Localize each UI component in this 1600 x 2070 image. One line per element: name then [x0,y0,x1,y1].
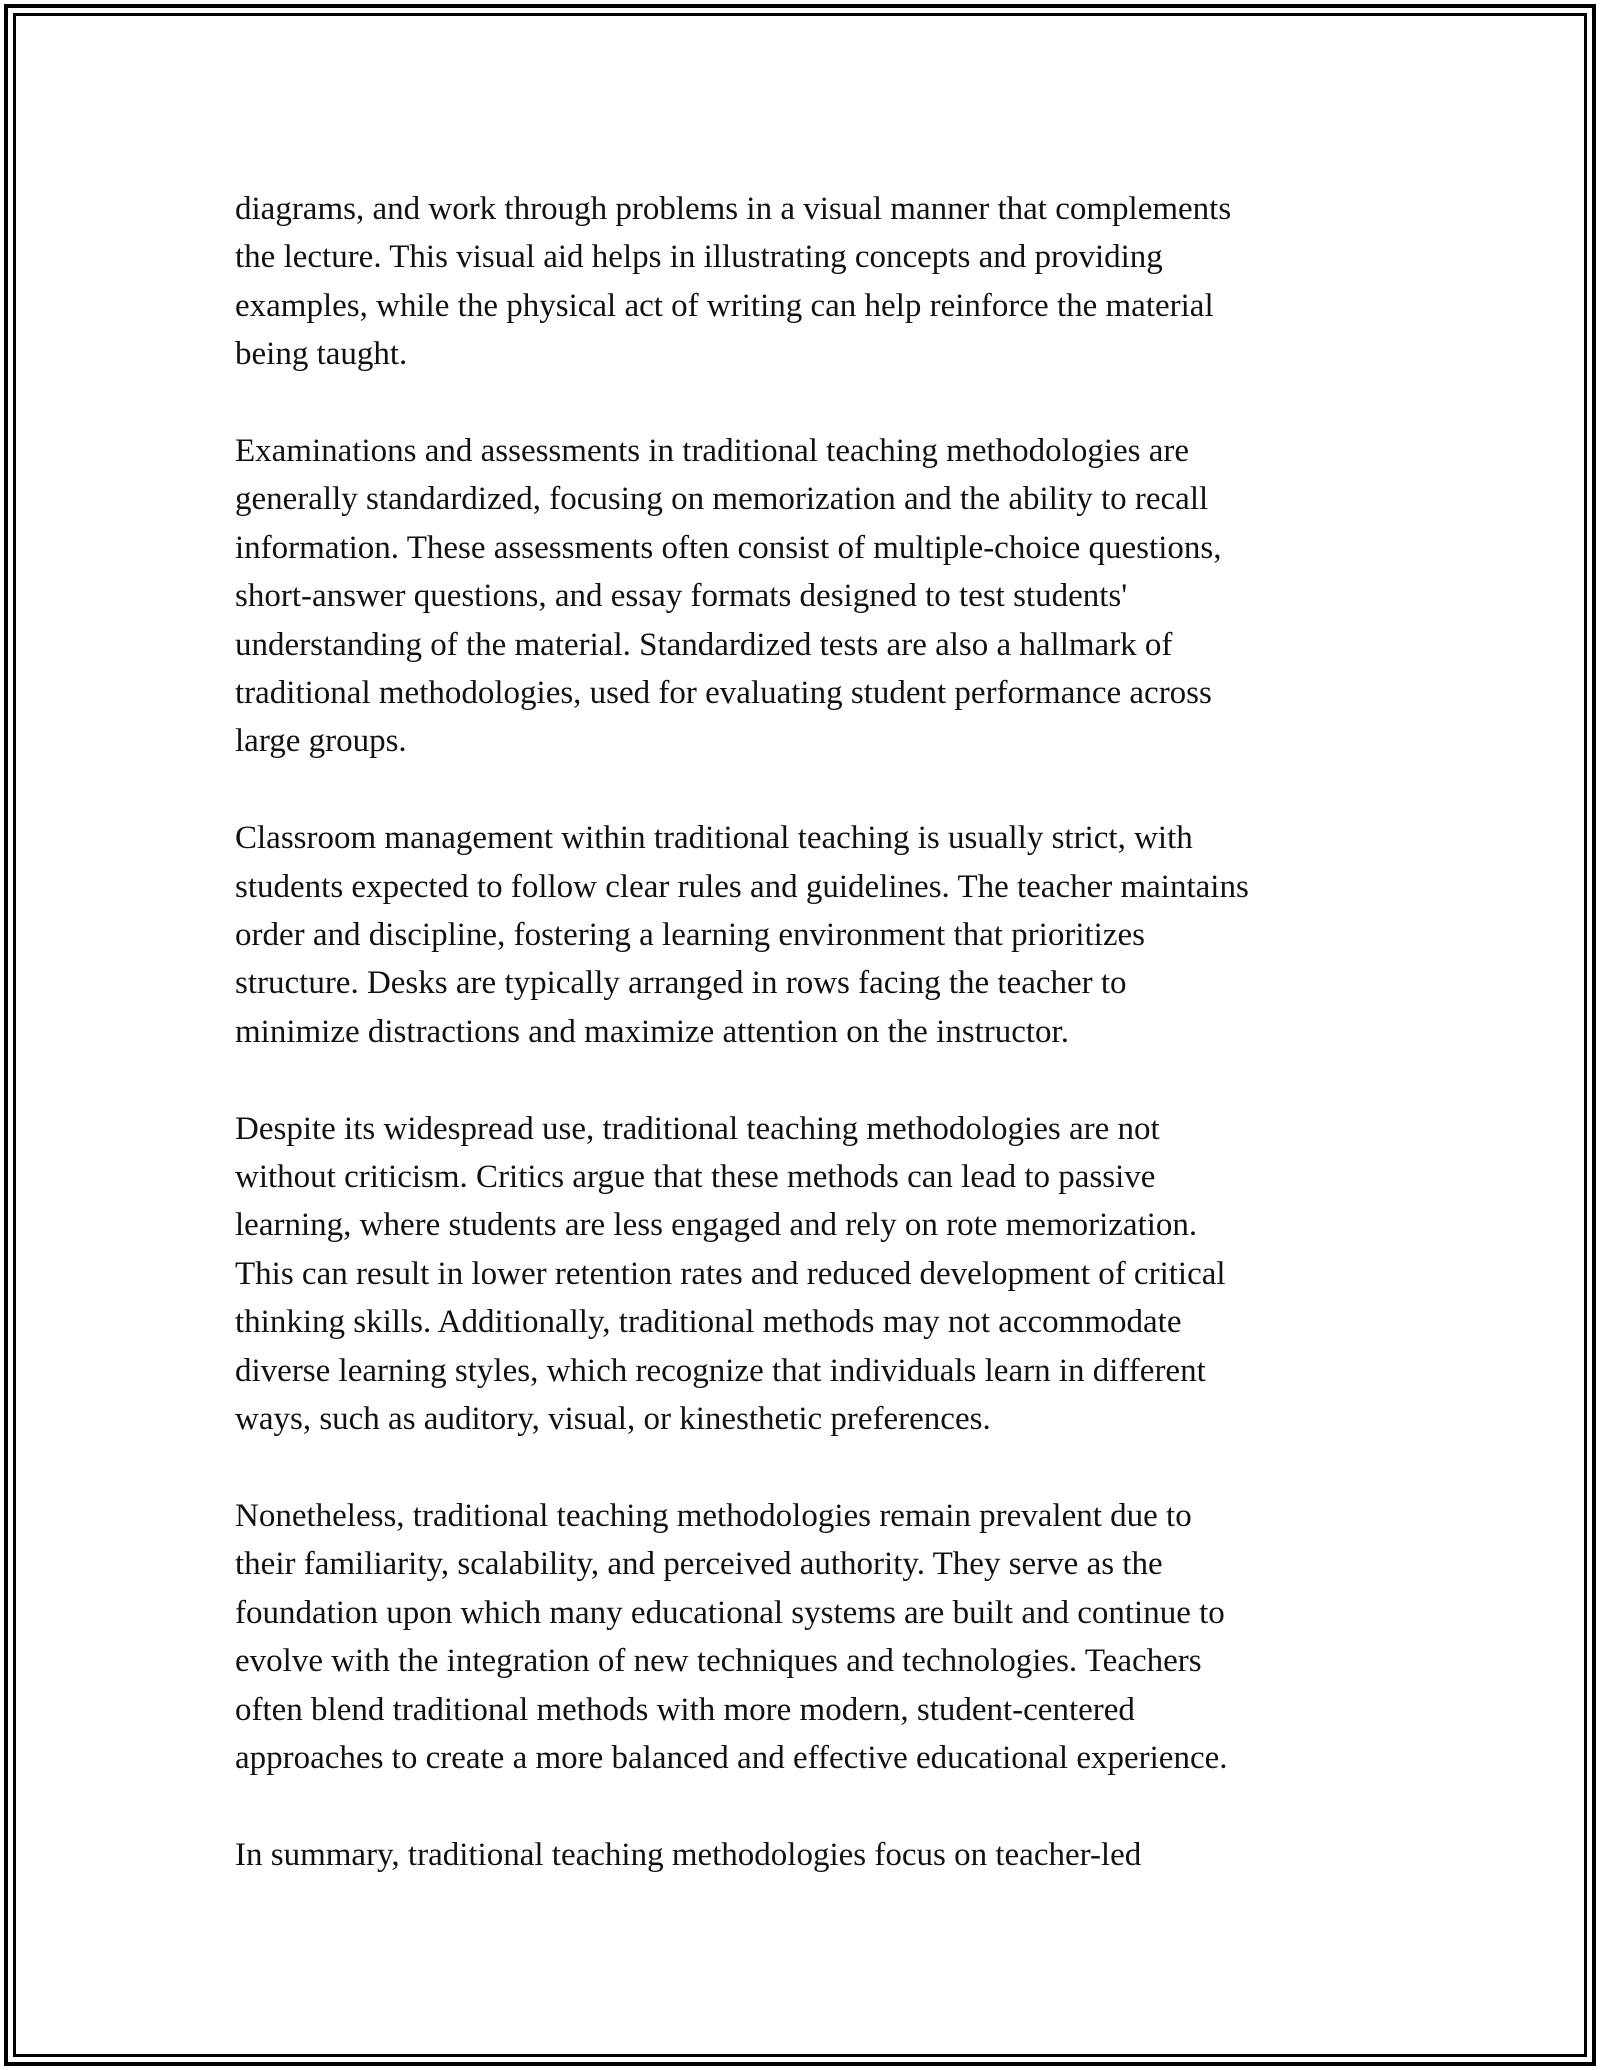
paragraph-classroom-management [235,814,1380,1056]
text-line: their familiarity, scalability, and perceived authority. They serve as the [235,1546,1163,1583]
text-line: being taught. [235,336,408,373]
text-line: learning, where students are less engaged and rely on rote memorization. [235,1207,1198,1244]
text-line: Despite its widespread use, traditional teaching methodologies are not [235,1110,1160,1147]
text-line: order and discipline, fostering a learning environment that prioritizes [235,917,1145,954]
paragraph-examinations [235,427,1380,766]
text-line: evolve with the integration of new techniques and technologies. Teachers [235,1643,1202,1680]
text-line: the lecture. This visual aid helps in illustrating concepts and providing [235,239,1163,276]
text-line: understanding of the material. Standardized tests are also a hallmark of [235,626,1173,663]
paragraph-prevalence [235,1492,1380,1782]
text-line: Nonetheless, traditional teaching methodologies remain prevalent due to [235,1497,1192,1534]
text-line: generally standardized, focusing on memorization and the ability to recall [235,481,1209,518]
text-line: Examinations and assessments in traditional teaching methodologies are [235,433,1190,470]
text-line: Classroom management within traditional teaching is usually strict, with [235,820,1193,857]
text-line: information. These assessments often consist of multiple-choice questions, [235,529,1222,566]
document-body [235,185,1380,1928]
text-line: students expected to follow clear rules and guidelines. The teacher maintains [235,868,1249,905]
text-line: diagrams, and work through problems in a visual manner that complements [235,191,1232,227]
text-line: thinking skills. Additionally, traditional methods may not accommodate [235,1304,1182,1341]
text-line: often blend traditional methods with more modern, student-centered [235,1691,1135,1728]
text-line: large groups. [235,723,407,760]
text-line: diverse learning styles, which recognize that individuals learn in different [235,1352,1206,1389]
text-line: structure. Desks are typically arranged in rows facing the teacher to [235,965,1127,1002]
text-line: traditional methodologies, used for evaluating student performance across [235,675,1212,712]
text-line: In summary, traditional teaching methodologies focus on teacher-led [235,1836,1142,1873]
text-line: approaches to create a more balanced and effective educational experience. [235,1739,1228,1776]
text-line: ways, such as auditory, visual, or kinesthetic preferences. [235,1401,991,1438]
text-line: foundation upon which many educational systems are built and continue to [235,1594,1225,1631]
paragraph-criticism [235,1105,1380,1444]
text-line: This can result in lower retention rates and reduced development of critical [235,1255,1226,1292]
paragraph-whiteboard-use [235,185,1380,379]
text-line: short-answer questions, and essay formats designed to test students' [235,578,1128,615]
paragraph-summary [235,1831,1380,1879]
text-line: without criticism. Critics argue that these methods can lead to passive [235,1159,1156,1196]
text-line: examples, while the physical act of writing can help reinforce the material [235,287,1214,324]
text-line: minimize distractions and maximize attention on the instructor. [235,1013,1069,1050]
